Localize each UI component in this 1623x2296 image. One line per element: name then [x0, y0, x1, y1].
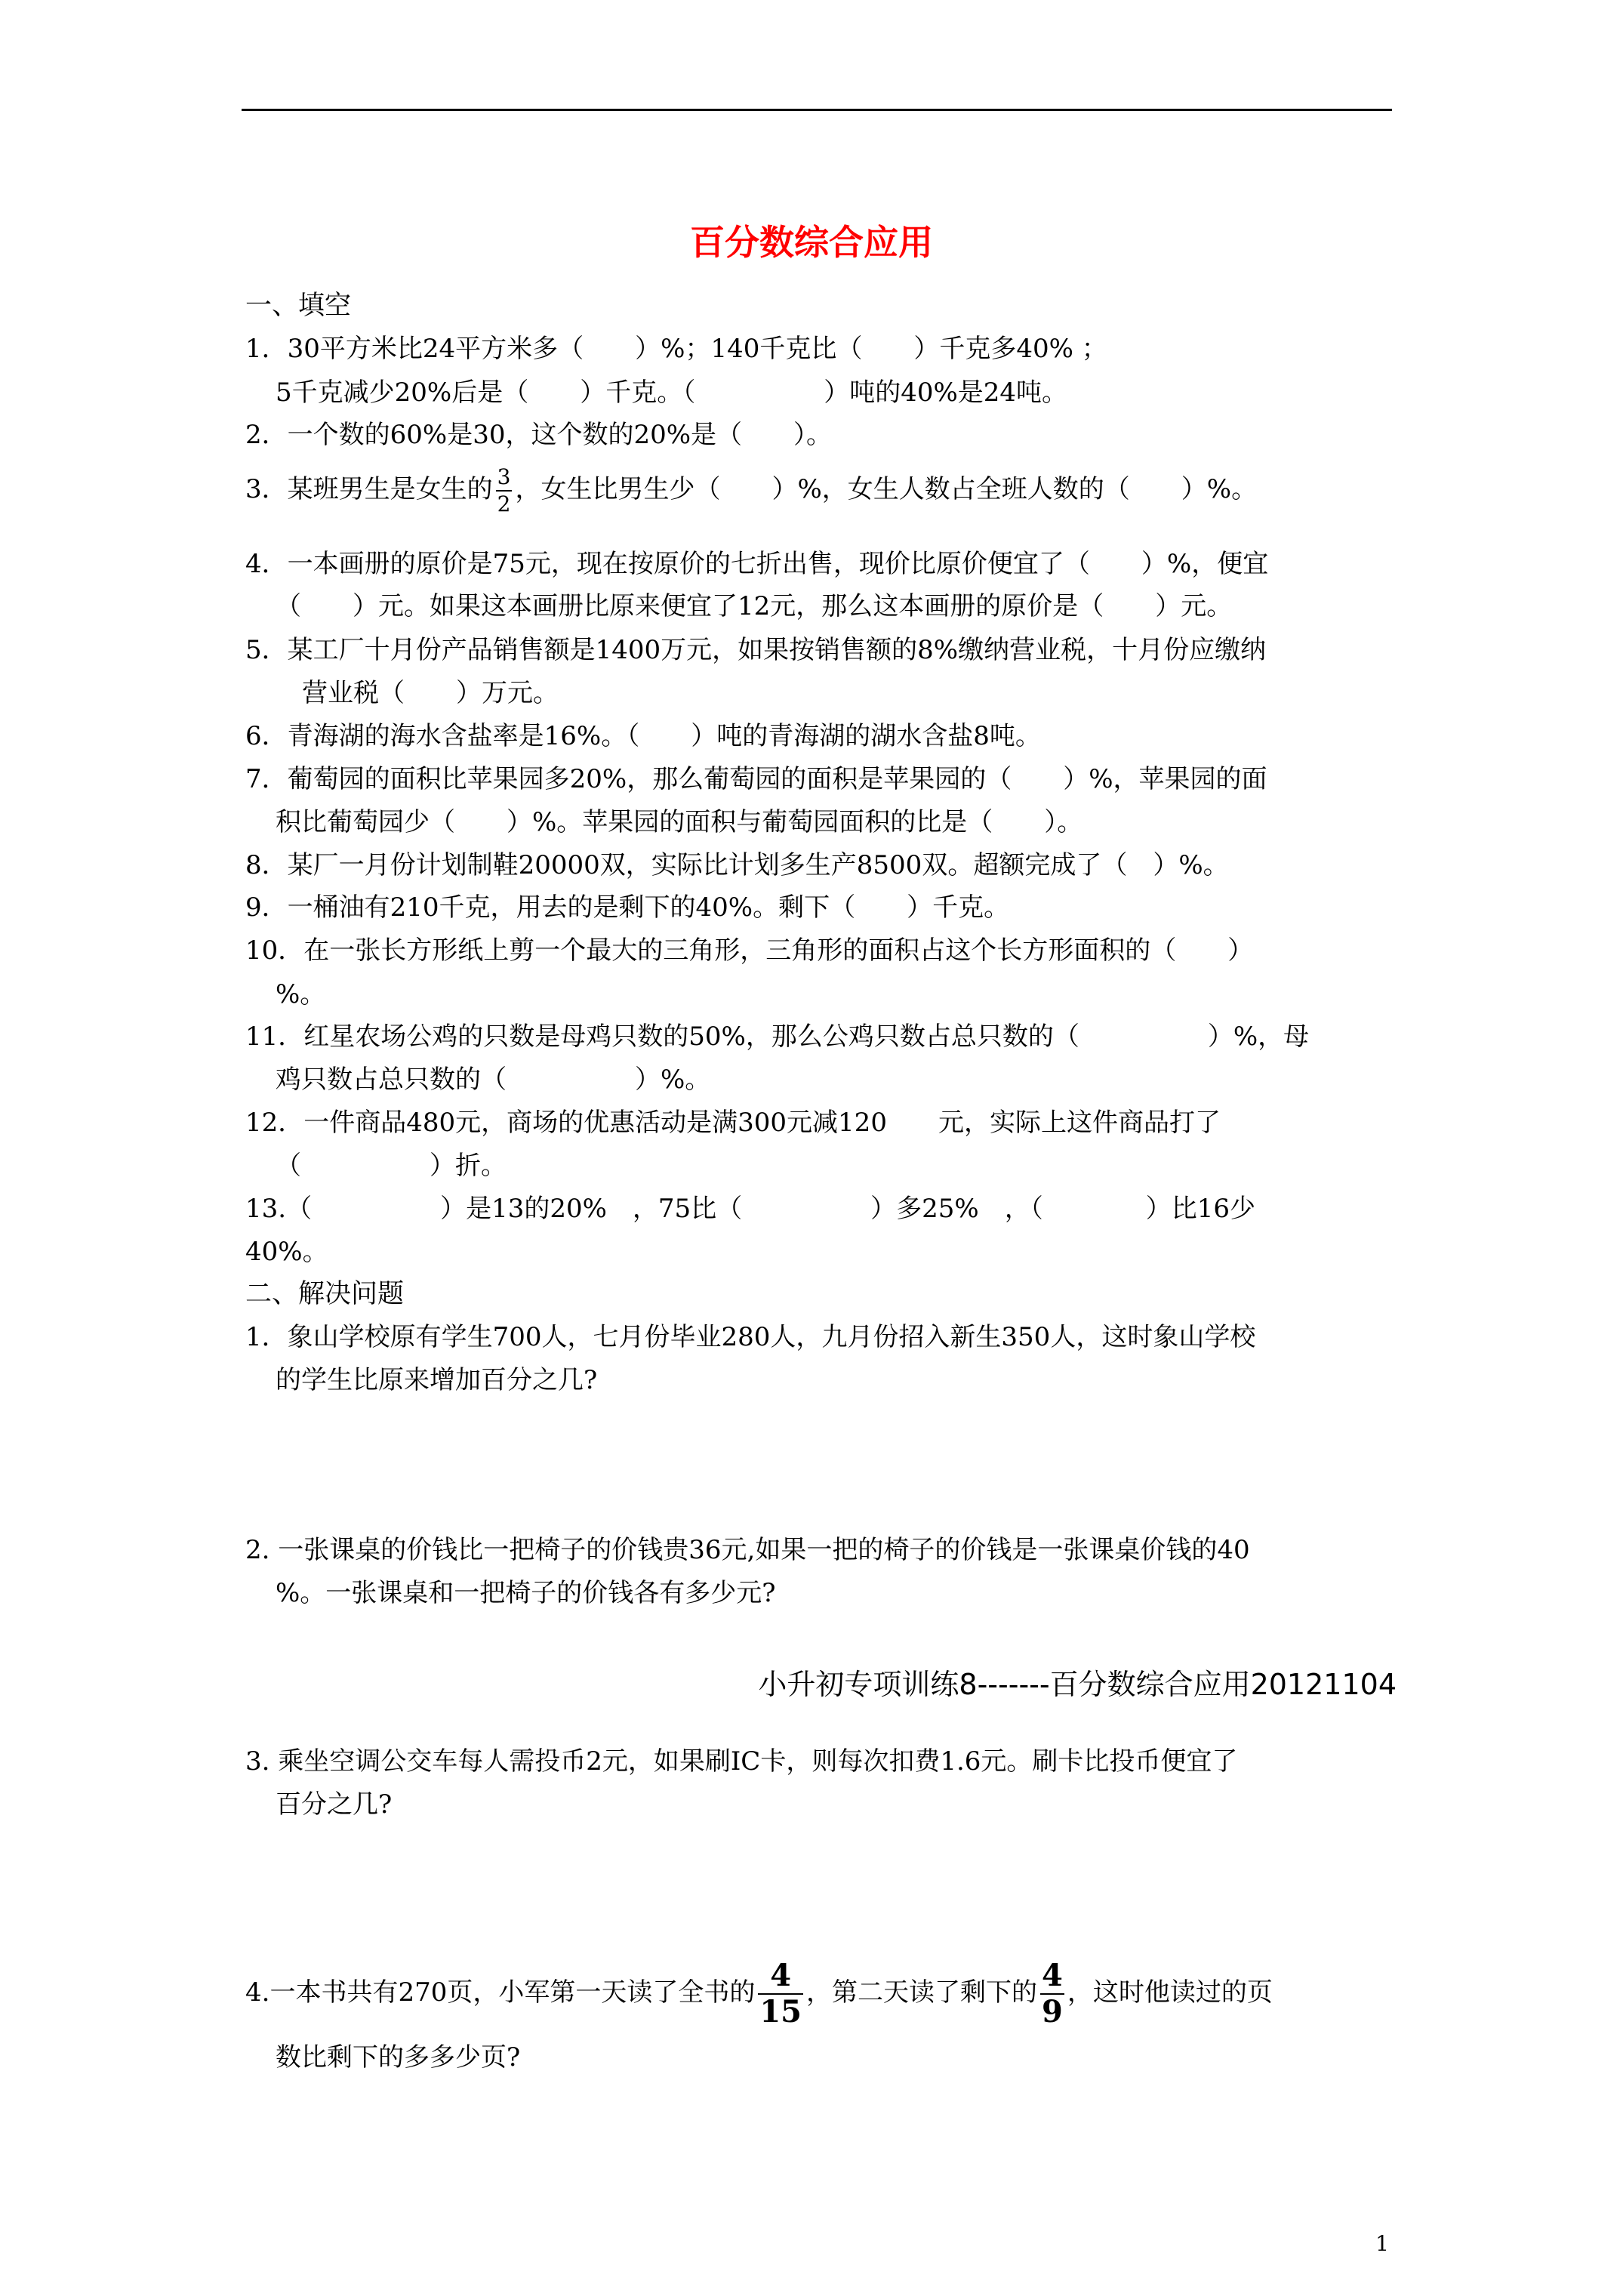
q4-line1: 4．一本画册的原价是75元，现在按原价的七折出售，现价比原价便宜了（ ）%，便宜: [245, 549, 1269, 579]
p2-line2: %。一张课桌和一把椅子的价钱各有多少元?: [276, 1578, 776, 1608]
p4-fraction-2-numerator: 4: [1042, 1958, 1063, 1993]
q13-line1: 13.（ ）是13的20% ，75比（ ）多25% ，（ ）比16少: [245, 1194, 1256, 1224]
q13-line2: 40%。: [245, 1237, 328, 1267]
q5-line1: 5．某工厂十月份产品销售额是1400万元，如果按销售额的8%缴纳营业税，十月份应缴纳: [245, 635, 1267, 665]
p4-text-before: 4.一本书共有270页，小军第一天读了全书的: [245, 1977, 756, 2008]
q4-line2: （ ）元。如果这本画册比原来便宜了12元，那么这本画册的原价是（ ）元。: [276, 591, 1233, 621]
q10-line1: 10．在一张长方形纸上剪一个最大的三角形，三角形的面积占这个长方形面积的（ ）: [245, 935, 1254, 966]
q2-line: 2．一个数的60%是30，这个数的20%是（ ）。: [245, 420, 833, 450]
q1-line2: 5千克减少20%后是（ ）千克。（ ）吨的40%是24吨。: [276, 378, 1068, 408]
q3-fraction-denominator: 2: [497, 492, 511, 516]
q12-line1: 12．一件商品480元，商场的优惠活动是满300元减120 元，实际上这件商品打了: [245, 1108, 1221, 1138]
document-title: 百分数综合应用: [690, 222, 933, 263]
p4-fraction-2: [1040, 1958, 1064, 2029]
q3-text-after: ，女生比男生少（ ）%，女生人数占全班人数的（ ）%。: [515, 474, 1258, 504]
q3-text-before: 3．某班男生是女生的: [245, 474, 493, 504]
q11-line2: 鸡只数占总只数的（ ）%。: [276, 1065, 711, 1095]
q6-line: 6．青海湖的海水含盐率是16%。（ ）吨的青海湖的湖水含盐8吨。: [245, 721, 1041, 751]
p2-line1: 2. 一张课桌的价钱比一把椅子的价钱贵36元,如果一把的椅子的价钱是一张课桌价钱的40: [245, 1535, 1250, 1565]
page-number: 1: [1375, 2231, 1389, 2256]
section2-heading: 二、解决问题: [245, 1279, 405, 1309]
q3-fraction: [496, 464, 513, 516]
p4-line2: 数比剩下的多多少页?: [276, 2042, 521, 2073]
header-rule: [242, 109, 1392, 111]
p4-text-after: ，这时他读过的页: [1067, 1977, 1273, 2008]
q7-line2: 积比葡萄园少（ ）%。苹果园的面积与葡萄园面积的比是（ ）。: [276, 807, 1083, 837]
p3-line1: 3. 乘坐空调公交车每人需投币2元，如果刷IC卡，则每次扣费1.6元。刷卡比投币便宜了: [245, 1746, 1238, 1777]
p4-fraction-1: [758, 1958, 803, 2029]
q5-line2: 营业税（ ）万元。: [302, 678, 559, 708]
p1-line2: 的学生比原来增加百分之几?: [276, 1365, 598, 1395]
q1-line1: 1．30平方米比24平方米多（ ）%；140千克比（ ）千克多40% ；: [245, 334, 1107, 364]
p4-line1: [245, 1958, 1273, 2029]
p3-line2: 百分之几?: [276, 1789, 393, 1820]
q7-line1: 7．葡萄园的面积比苹果园多20%，那么葡萄园的面积是苹果园的（ ）%，苹果园的面: [245, 764, 1267, 794]
q3-fraction-numerator: 3: [496, 467, 513, 492]
p4-text-mid: ，第二天读了剩下的: [806, 1977, 1038, 2008]
q9-line: 9．一桶油有210千克，用去的是剩下的40%。剩下（ ）千克。: [245, 892, 1010, 923]
q3-line: [245, 464, 1258, 516]
training-label: 小升初专项训练8-------百分数综合应用20121104: [758, 1668, 1397, 1701]
q12-line2: （ ）折。: [276, 1151, 507, 1181]
section1-heading: 一、填空: [245, 291, 352, 321]
q10-line2: %。: [276, 979, 326, 1009]
p1-line1: 1．象山学校原有学生700人，七月份毕业280人，九月份招入新生350人，这时象山学校: [245, 1322, 1256, 1352]
p4-fraction-1-denominator: 15: [759, 1994, 802, 2029]
q8-line: 8．某厂一月份计划制鞋20000双，实际比计划多生产8500双。超额完成了（ ）%。: [245, 850, 1229, 880]
q11-line1: 11．红星农场公鸡的只数是母鸡只数的50%，那么公鸡只数占总只数的（ ）%，母: [245, 1022, 1310, 1052]
p4-fraction-1-numerator: 4: [758, 1961, 803, 1995]
p4-fraction-2-denominator: 9: [1042, 1994, 1063, 2029]
